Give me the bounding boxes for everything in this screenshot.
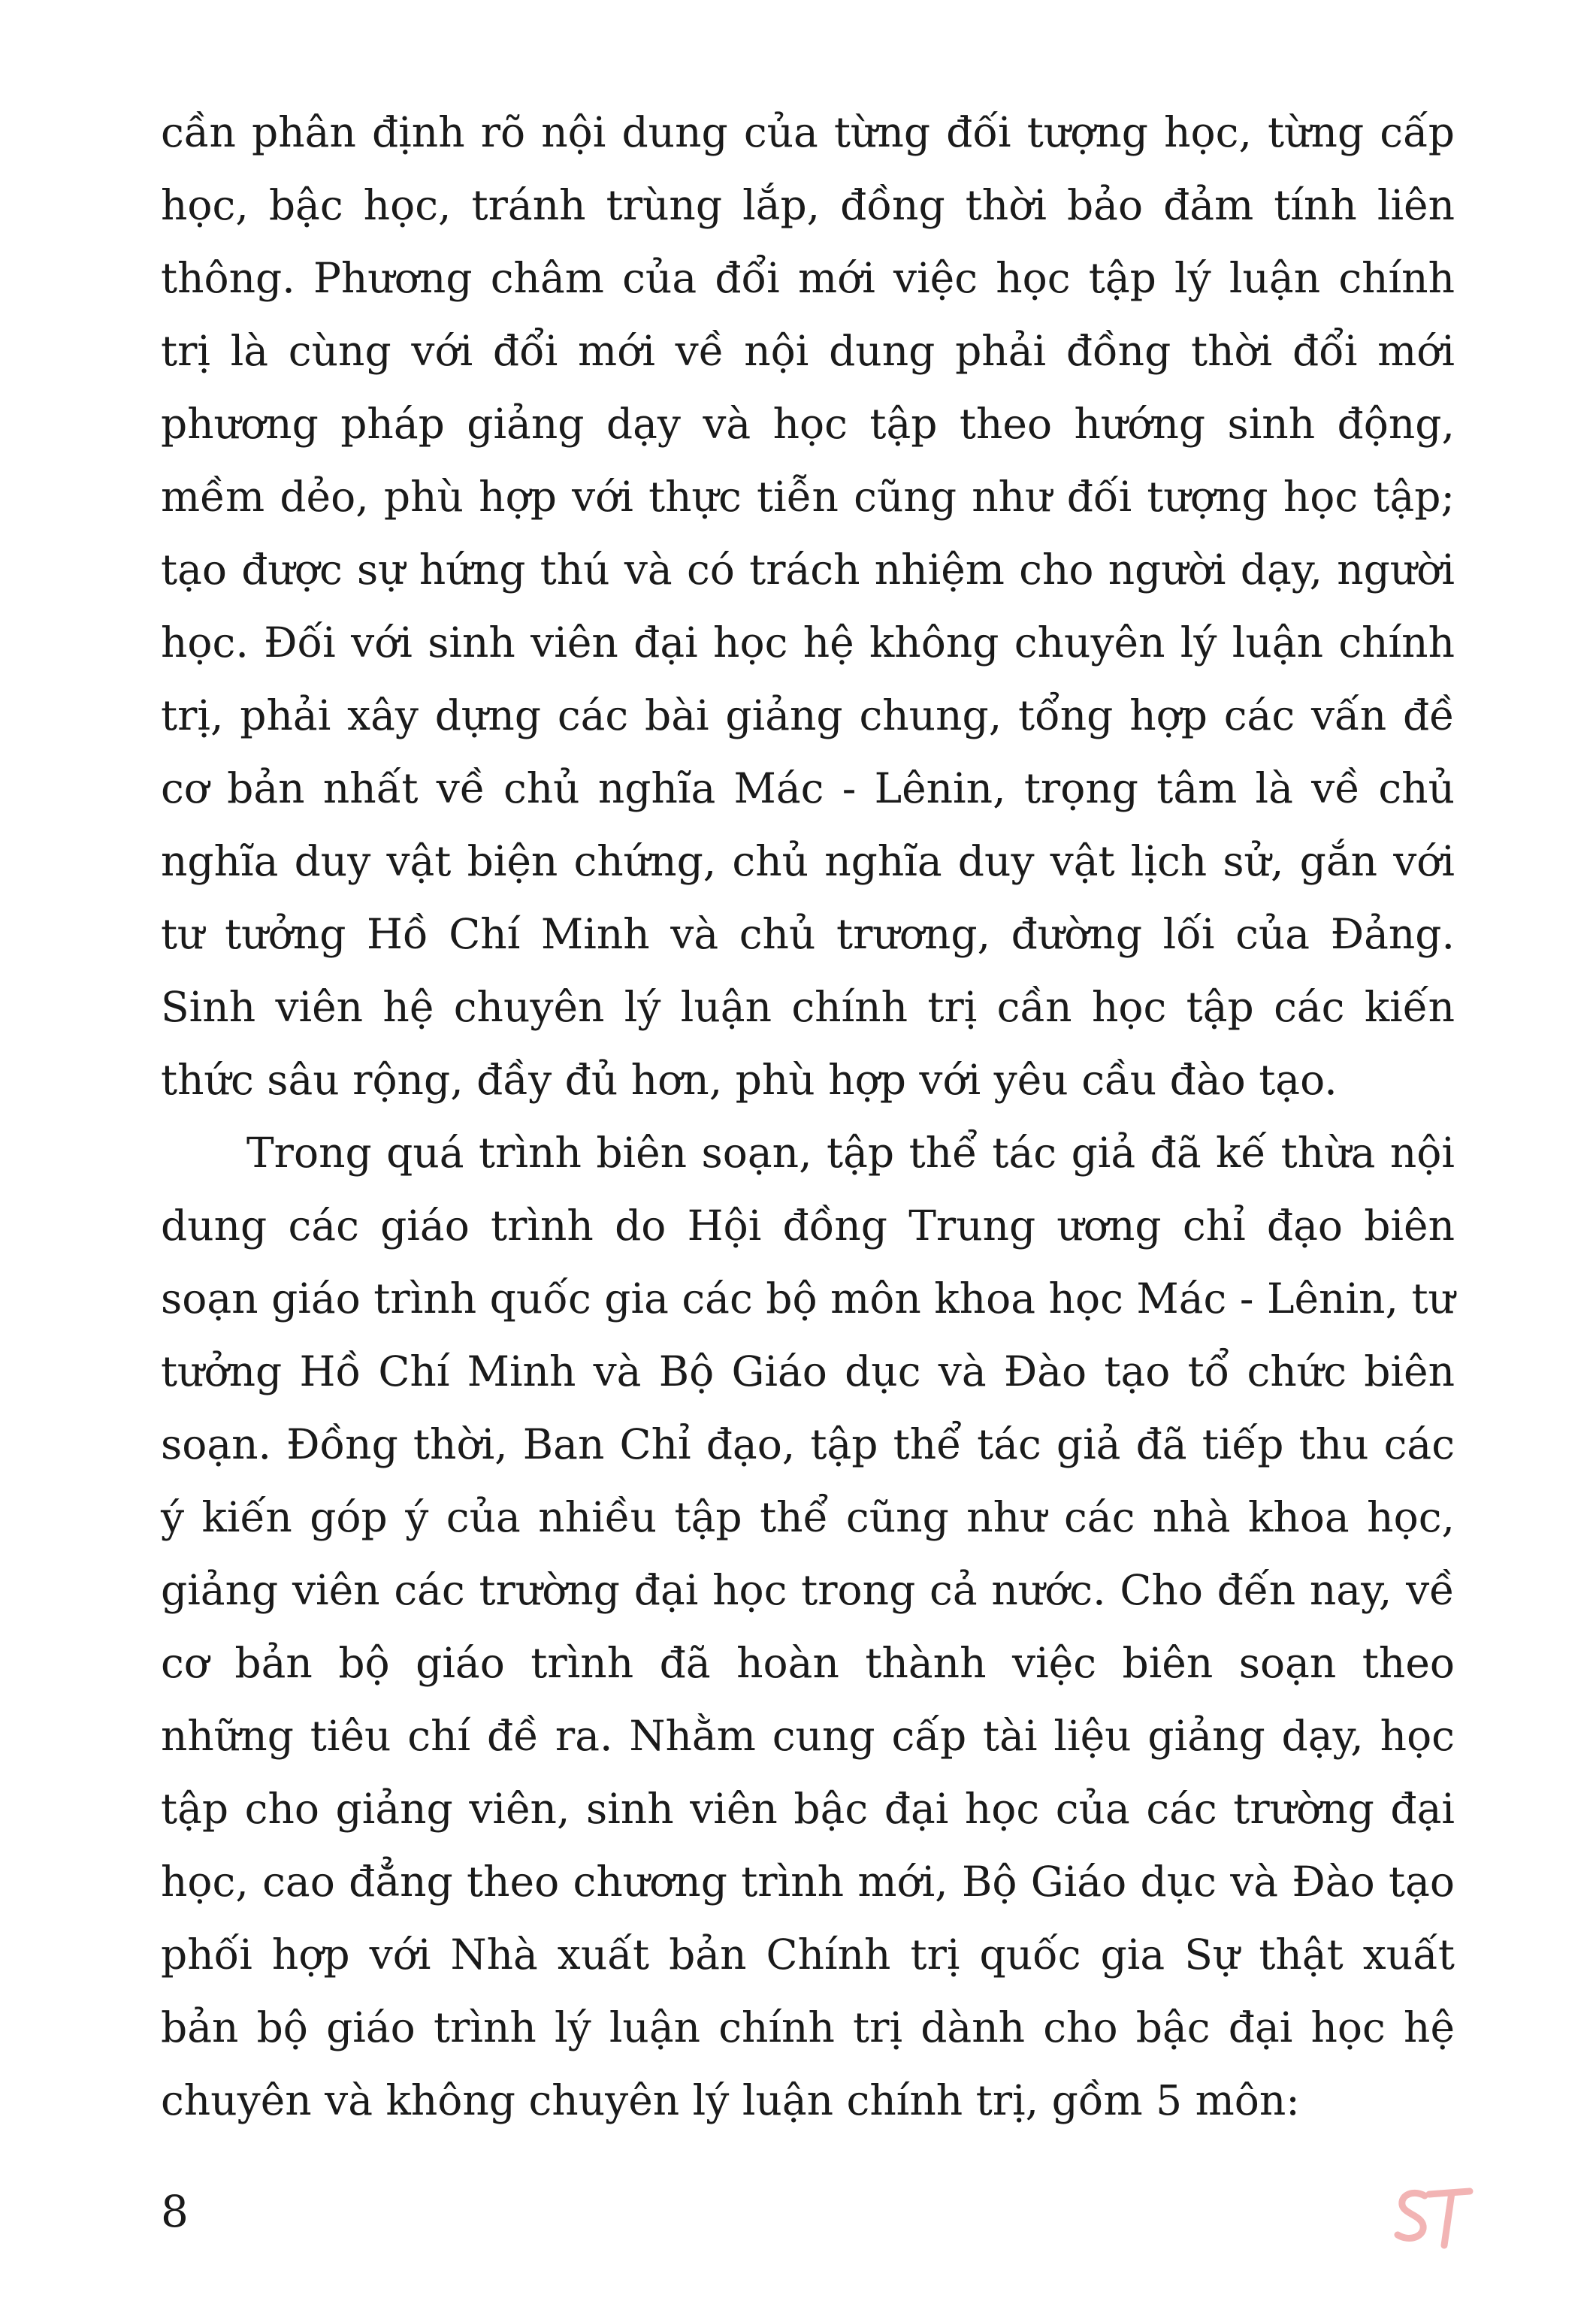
- paragraph-continuation: cần phân định rõ nội dung của từng đối tượng học, từng cấp học, bậc học, tránh trùng lắp, đồng thời bảo đảm tính liên thông. Phương châm của đổi mới việc học tập lý luận chính trị là cùng với đổi mới về nội dung phải đồng thời đổi mới phương pháp giảng dạy và học tập theo hướng sinh động, mềm dẻo, phù hợp với thực tiễn cũng như đối tượng học tập; tạo được sự hứng thú và có trách nhiệm cho người dạy, người học. Đối với sinh viên đại học hệ không chuyên lý luận chính trị, phải xây dựng các bài giảng chung, tổng hợp các vấn đề cơ bản nhất về chủ nghĩa Mác - Lênin, trọng tâm là về chủ nghĩa duy vật biện chứng, chủ nghĩa duy vật lịch sử, gắn với tư tưởng Hồ Chí Minh và chủ trương, đường lối của Đảng. Sinh viên hệ chuyên lý luận chính trị cần học tập các kiến thức sâu rộng, đầy đủ hơn, phù hợp với yêu cầu đào tạo.: [161, 108, 1455, 1104]
- st-publisher-logo-icon: [1392, 2182, 1474, 2254]
- paragraph-compilation: Trong quá trình biên soạn, tập thể tác giả đã kế thừa nội dung các giáo trình do Hội đồng Trung ương chỉ đạo biên soạn giáo trình quốc gia các bộ môn khoa học Mác - Lênin, tư tưởng Hồ Chí Minh và Bộ Giáo dục và Đào tạo tổ chức biên soạn. Đồng thời, Ban Chỉ đạo, tập thể tác giả đã tiếp thu các ý kiến góp ý của nhiều tập thể cũng như các nhà khoa học, giảng viên các trường đại học trong cả nước. Cho đến nay, về cơ bản bộ giáo trình đã hoàn thành việc biên soạn theo những tiêu chí đề ra. Nhằm cung cấp tài liệu giảng dạy, học tập cho giảng viên, sinh viên bậc đại học của các trường đại học, cao đẳng theo chương trình mới, Bộ Giáo dục và Đào tạo phối hợp với Nhà xuất bản Chính trị quốc gia Sự thật xuất bản bộ giáo trình lý luận chính trị dành cho bậc đại học hệ chuyên và không chuyên lý luận chính trị, gồm 5 môn:: [161, 1129, 1455, 2124]
- body-text: [161, 96, 1455, 2137]
- page-number: 8: [161, 2186, 189, 2237]
